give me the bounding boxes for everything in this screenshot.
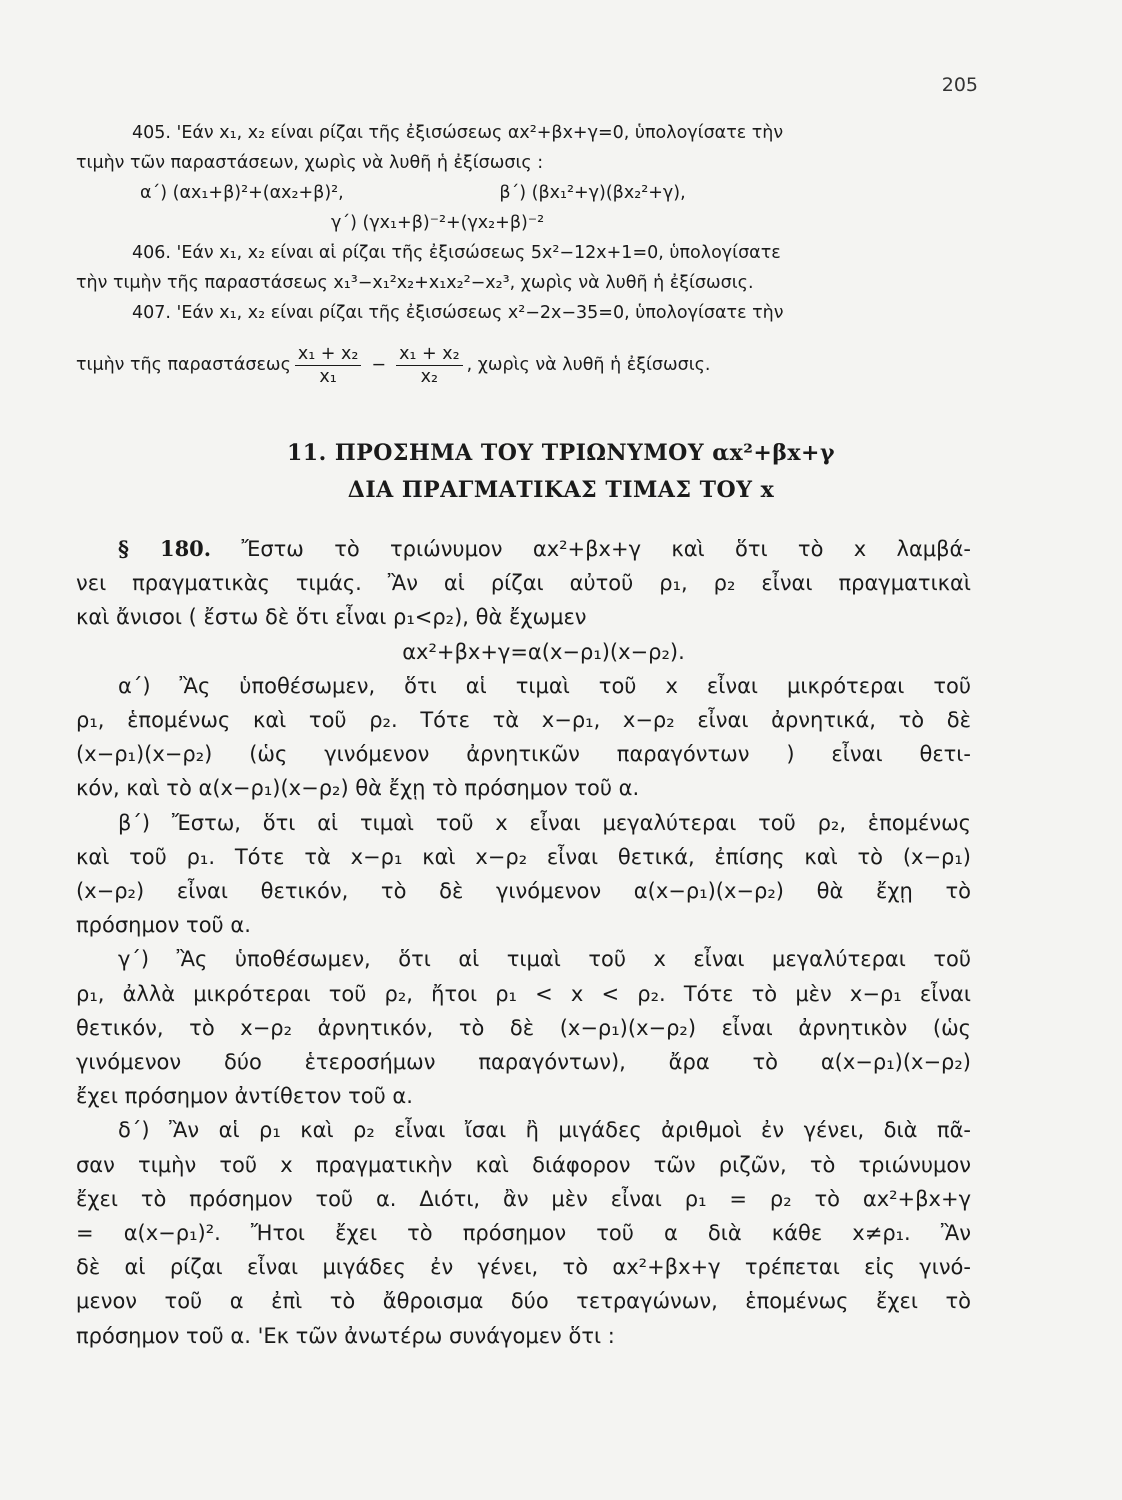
section-label: § 180.: [118, 536, 212, 561]
case-d-line7: πρόσημον τοῦ α. 'Εκ τῶν ἀνωτέρω συνάγομεν ὅτι :: [76, 1323, 615, 1348]
case-a-line3: (x−ρ₁)(x−ρ₂) (ὡς γινόμενον ἀρνητικῶν παραγόντων ) εἶναι θετι-: [76, 742, 971, 767]
case-c-line2: ρ₁, ἀλλὰ μικρότεραι τοῦ ρ₂, ἤτοι ρ₁ < x < ρ₂. Τότε τὸ μὲν x−ρ₁ εἶναι: [76, 981, 971, 1006]
case-a-line2: ρ₁, ἑπομένως καὶ τοῦ ρ₂. Τότε τὰ x−ρ₁, x−ρ₂ εἶναι ἀρνητικά, τὸ δὲ: [76, 708, 971, 733]
fraction-2: [396, 343, 463, 388]
section-180-body: [76, 532, 971, 1353]
exercise-407-prefix: τιμὴν τῆς παραστάσεως: [76, 355, 291, 375]
exercise-407-suffix: , χωρὶς νὰ λυθῆ ἡ ἐξίσωσις.: [466, 355, 711, 375]
exercise-405-items-ab: [76, 178, 986, 208]
section-heading-line2: ΔΙΑ ΠΡΑΓΜΑΤΙΚΑΣ ΤΙΜΑΣ ΤΟΥ x: [347, 477, 775, 503]
case-d-line6: μενον τοῦ α ἐπὶ τὸ ἄθροισμα δύο τετραγώνων, ἑπομένως ἔχει τὸ: [76, 1289, 971, 1314]
exercise-405-item-b: β΄) (βx₁²+γ)(βx₂²+γ),: [499, 183, 686, 203]
case-b-line4: πρόσημον τοῦ α.: [76, 913, 251, 938]
fraction-2-denominator: x₂: [420, 366, 439, 387]
exercise-405-line2: τιμὴν τῶν παραστάσεων, χωρὶς νὰ λυθῆ ἡ ἐξίσωσις :: [76, 153, 544, 173]
para-intro-line1: [76, 532, 971, 566]
para-intro-line2: νει πραγματικὰς τιμάς. Ἂν αἱ ρίζαι αὐτοῦ ρ₁, ρ₂ εἶναι πραγματικαὶ: [76, 571, 971, 596]
case-b-line1: β΄) Ἔστω, ὅτι αἱ τιμαὶ τοῦ x εἶναι μεγαλύτεραι τοῦ ρ₂, ἑπομένως: [118, 810, 971, 835]
exercise-405-line1: 405. 'Εάν x₁, x₂ είναι ρίζαι τῆς ἐξισώσεως αx²+βx+γ=0, ὑπολογίσατε τὴν: [132, 123, 784, 143]
exercise-406-line1: 406. 'Εάν x₁, x₂ είναι αἱ ρίζαι τῆς ἐξισώσεως 5x²−12x+1=0, ὑπολογίσατε: [132, 243, 781, 263]
case-d-line4: = α(x−ρ₁)². Ἤτοι ἔχει τὸ πρόσημον τοῦ α διὰ κάθε x≠ρ₁. Ἂν: [76, 1221, 971, 1246]
factorization-equation: αx²+βx+γ=α(x−ρ₁)(x−ρ₂).: [402, 639, 685, 664]
exercise-406-line2: τὴν τιμὴν τῆς παραστάσεως x₁³−x₁²x₂+x₁x₂²−x₂³, χωρὶς νὰ λυθῆ ἡ ἐξίσωσις.: [76, 273, 754, 293]
page-number: 205: [941, 74, 978, 96]
exercise-405-item-a: α΄) (αx₁+β)²+(αx₂+β)²,: [140, 183, 344, 203]
case-a-line4: κόν, καὶ τὸ α(x−ρ₁)(x−ρ₂) θὰ ἔχῃ τὸ πρόσημον τοῦ α.: [76, 776, 640, 801]
case-c-line4: γινόμενον δύο ἑτεροσήμων παραγόντων), ἄρα τὸ α(x−ρ₁)(x−ρ₂): [76, 1050, 971, 1075]
case-d-line5: δὲ αἱ ρίζαι εἶναι μιγάδες ἐν γένει, τὸ αx²+βx+γ τρέπεται εἰς γινό-: [76, 1255, 971, 1280]
para-intro-line3: καὶ ἄνισοι ( ἔστω δὲ ὅτι εἶναι ρ₁<ρ₂), θὰ ἔχωμεν: [76, 605, 587, 630]
case-b-line2: καὶ τοῦ ρ₁. Τότε τὰ x−ρ₁ καὶ x−ρ₂ εἶναι θετικά, ἐπίσης καὶ τὸ (x−ρ₁): [76, 844, 971, 869]
case-d-line2: σαν τιμὴν τοῦ x πραγματικὴν καὶ διάφορον τῶν ριζῶν, τὸ τριώνυμον: [76, 1152, 971, 1177]
fraction-1: [295, 343, 362, 388]
exercises-block: [76, 118, 986, 396]
case-c-line1: γ΄) Ἂς ὑποθέσωμεν, ὅτι αἱ τιμαὶ τοῦ x εἶναι μεγαλύτεραι τοῦ: [118, 947, 971, 972]
fraction-2-numerator: x₁ + x₂: [396, 343, 463, 366]
exercise-407-expression: [76, 334, 986, 396]
section-heading-line1: 11. ΠΡΟΣΗΜΑ ΤΟΥ ΤΡΙΩΝΥΜΟΥ αx²+βx+γ: [286, 440, 836, 466]
case-d-line3: ἔχει τὸ πρόσημον τοῦ α. Διότι, ἂν μὲν εἶναι ρ₁ = ρ₂ τὸ αx²+βx+γ: [76, 1186, 971, 1211]
case-c-line5: ἔχει πρόσημον ἀντίθετον τοῦ α.: [76, 1084, 413, 1109]
exercise-405-item-c: γ΄) (γx₁+β)⁻²+(γx₂+β)⁻²: [331, 213, 545, 233]
case-b-line3: (x−ρ₂) εἶναι θετικόν, τὸ δὲ γινόμενον α(x−ρ₁)(x−ρ₂) θὰ ἔχῃ τὸ: [76, 879, 971, 904]
fraction-1-numerator: x₁ + x₂: [295, 343, 362, 366]
fraction-1-denominator: x₁: [319, 366, 337, 387]
case-d-line1: δ΄) Ἂν αἱ ρ₁ καὶ ρ₂ εἶναι ἴσαι ἢ μιγάδες ἀριθμοὶ ἐν γένει, διὰ πᾶ-: [118, 1118, 971, 1143]
para-intro-text: Ἔστω τὸ τριώνυμον αx²+βx+γ καὶ ὅτι τὸ x λαμβά-: [241, 537, 971, 561]
case-a-line1: α΄) Ἂς ὑποθέσωμεν, ὅτι αἱ τιμαὶ τοῦ x εἶναι μικρότεραι τοῦ: [118, 673, 971, 698]
exercise-407-line1: 407. 'Εάν x₁, x₂ είναι ρίζαι τῆς ἐξισώσεως x²−2x−35=0, ὑπολογίσατε τὴν: [132, 303, 784, 323]
case-c-line3: θετικόν, τὸ x−ρ₂ ἀρνητικόν, τὸ δὲ (x−ρ₁)(x−ρ₂) εἶναι ἀρνητικὸν (ὡς: [76, 1015, 971, 1040]
minus-sign: −: [371, 355, 387, 375]
